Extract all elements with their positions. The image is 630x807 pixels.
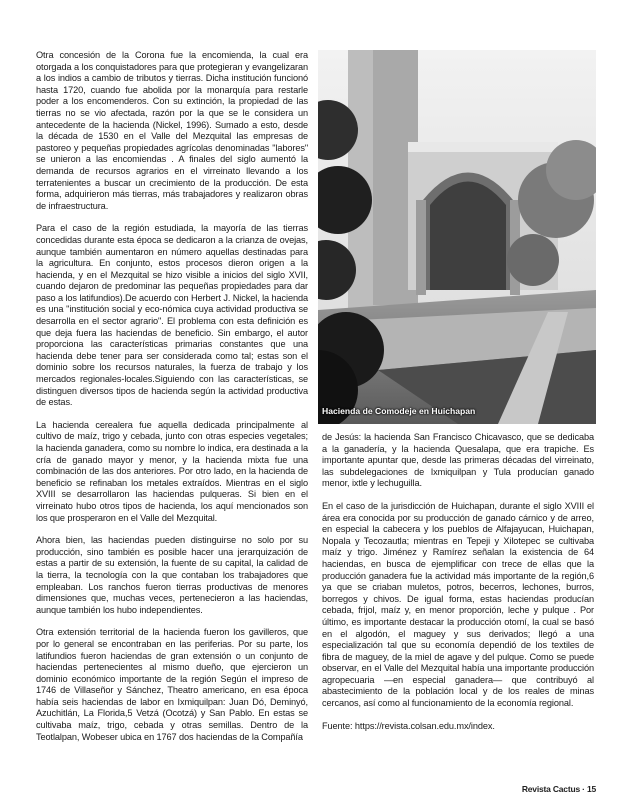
right-text-column — [322, 432, 594, 743]
paragraph: Otra concesión de la Corona fue la encomienda, la cual era otorgada a los conquistadores para que protegieran y evangelizaran a los indios a cambio de tributos y tierras. Dicha institución funcionó hasta 1720, cuando fue abolida por la monarquía para restarle poder a los encomenderos. Con su extinción, la propiedad de las tierras no se vio afectada, razón por la que se le considera un antecedente de la hacienda (Nickel, 1996). Sumado a esto, desde la década de 1530 en el Valle del Mezquital las empresas de pastoreo y pequeñas propiedades agrícolas denominadas "labores" se unieron a las encomiendas . A finales del siglo aumentó la demanda de recursos agrarios en el virreinato llevando a los terratenientes a buscar un crecimiento de la producción. De esta forma, adquirieron más tierras, más trabajadores y realizaron obras de infraestructura. — [36, 50, 308, 211]
paragraph: Ahora bien, las haciendas pueden distinguirse no solo por su producción, sino también es posible hacer una jerarquización de estas a partir de su extensión, la fuente de su capital, la calidad de la tierra, la tecnología con la que contaban los trabajadores que empleaban. Los ranchos fueron tierras productivas de menores dimensiones que, muchas veces, pertenecieron a las haciendas, aunque también los hubo independientes. — [36, 535, 308, 615]
paragraph: En el caso de la jurisdicción de Huichapan, durante el siglo XVIII el área era conocida por su producción de ganado cárnico y de arreo, en especial la cabecera y los pueblos de Alfajayucan, Huichapan, Nopala y Tecozautla; mientras en Tepeji y Xilotepec se cultivaba maíz y trigo. Jiménez y Ramírez señalan la existencia de 64 haciendas, en busca de ejemplificar con trece de ellas que la producción ganadera fue la actividad más importante de la región,6 ya que se criaban muletos, potros, becerros, lechones, burros, borregos y chivos. De igual forma, estas haciendas producían cebada, frijol, maíz y, en menor proporción, leche y pulque . Por último, es importante destacar la producción otomí, la cual se basó en el algodón, el maguey y sus derivados; llegó a una especialización tal que su economía dependió de los textiles de fibra de maguey, de la miel de agave y del pulque. Como se puede observar, en el Valle del Mezquital había una importante producción agropecuaria —en especial ganadera— que contribuyó al abastecimiento de la población local y de los reales de minas cercanos, así como al funcionamiento de la economía regional. — [322, 500, 594, 709]
page-footer: Revista Cactus · 15 — [521, 784, 596, 794]
source-note: Fuente: https://revista.colsan.edu.mx/index. — [322, 720, 495, 731]
hacienda-photo — [318, 50, 596, 424]
left-text-column — [36, 50, 308, 754]
paragraph: Otra extensión territorial de la hacienda fueron los gavilleros, que por lo general se encontraban en las periferias. Por su parte, los latifundios fueron haciendas de gran extensión o un conjunto de haciendas pertenecientes al mismo dueño, que ejercieron un dominio económico importante de la región Según el impreso de 1746 de Villaseñor y Sánchez, Theatro americano, en esa época había seis haciendas de labor en Ixmiquilpan: Juan Dó, Deminyó, Azuchitlán, La Florida,5 Vetzá (Ocotzá) y San Pablo. En estas se cultivaba maíz, trigo, cebada y otras semillas. Dentro de la Teotlalpan, Wobeser ubica en 1767 dos haciendas de la Compañía — [36, 627, 308, 742]
hacienda-photo-image — [318, 50, 596, 424]
photo-caption: Hacienda de Comodeje en Huichapan — [322, 406, 476, 416]
paragraph: Para el caso de la región estudiada, la mayoría de las tierras concedidas durante esta época se dedicaron a la crianza de ovejas, aunque también aumentaron en número aquellas destinadas para la agricultura. En conjunto, estos procesos dieron origen a la hacienda, y en el Mezquital se hizo visible a inicios del siglo XVII, cuando dejaron de predominar las pequeñas propiedades para dar paso a los latifundios).De acuerdo con Herbert J. Nickel, la hacienda es una "institución social y eco-nómica cuya actividad productiva se desarrolla en el sector agrario". El problema con esta definición es que deja fuera las haciendas de beneficio. Sin embargo, el autor proporciona las características primarias constantes que una hacienda debe tener para ser considerada como tal; estas son el dominio sobre los recursos naturales, la fuerza de trabajo y los mercados regionales-locales.Siguiendo con las características, se distinguen diversos tipos de hacienda según la actividad productiva de estas. — [36, 223, 308, 408]
paragraph: La hacienda cerealera fue aquella dedicada principalmente al cultivo de maíz, trigo y cebada, junto con otras especies vegetales; la hacienda ganadera, como su nombre lo indica, era destinada a la cría de ganado mayor y menor, y la hacienda mixta fue una combinación de las dos anteriores. Por otro lado, en la hacienda de beneficio se refinaban los metales extraídos. Mientras en el siglo XVIII se desarrollaron las haciendas pulqueras. Si bien en el virreinato hubo otros tipos de hacienda, los aquí mencionados son los que prosperaron en el Valle del Mezquital. — [36, 419, 308, 523]
paragraph: de Jesús: la hacienda San Francisco Chicavasco, que se dedicaba a la ganadería, y la hacienda Quesalapa, que era trapiche. Es importante apuntar que, desde las primeras décadas del virreinato, las subdelegaciones de Ixmiquilpan y Tula producían ganado menor, ixtle y lechuguilla. — [322, 432, 594, 489]
